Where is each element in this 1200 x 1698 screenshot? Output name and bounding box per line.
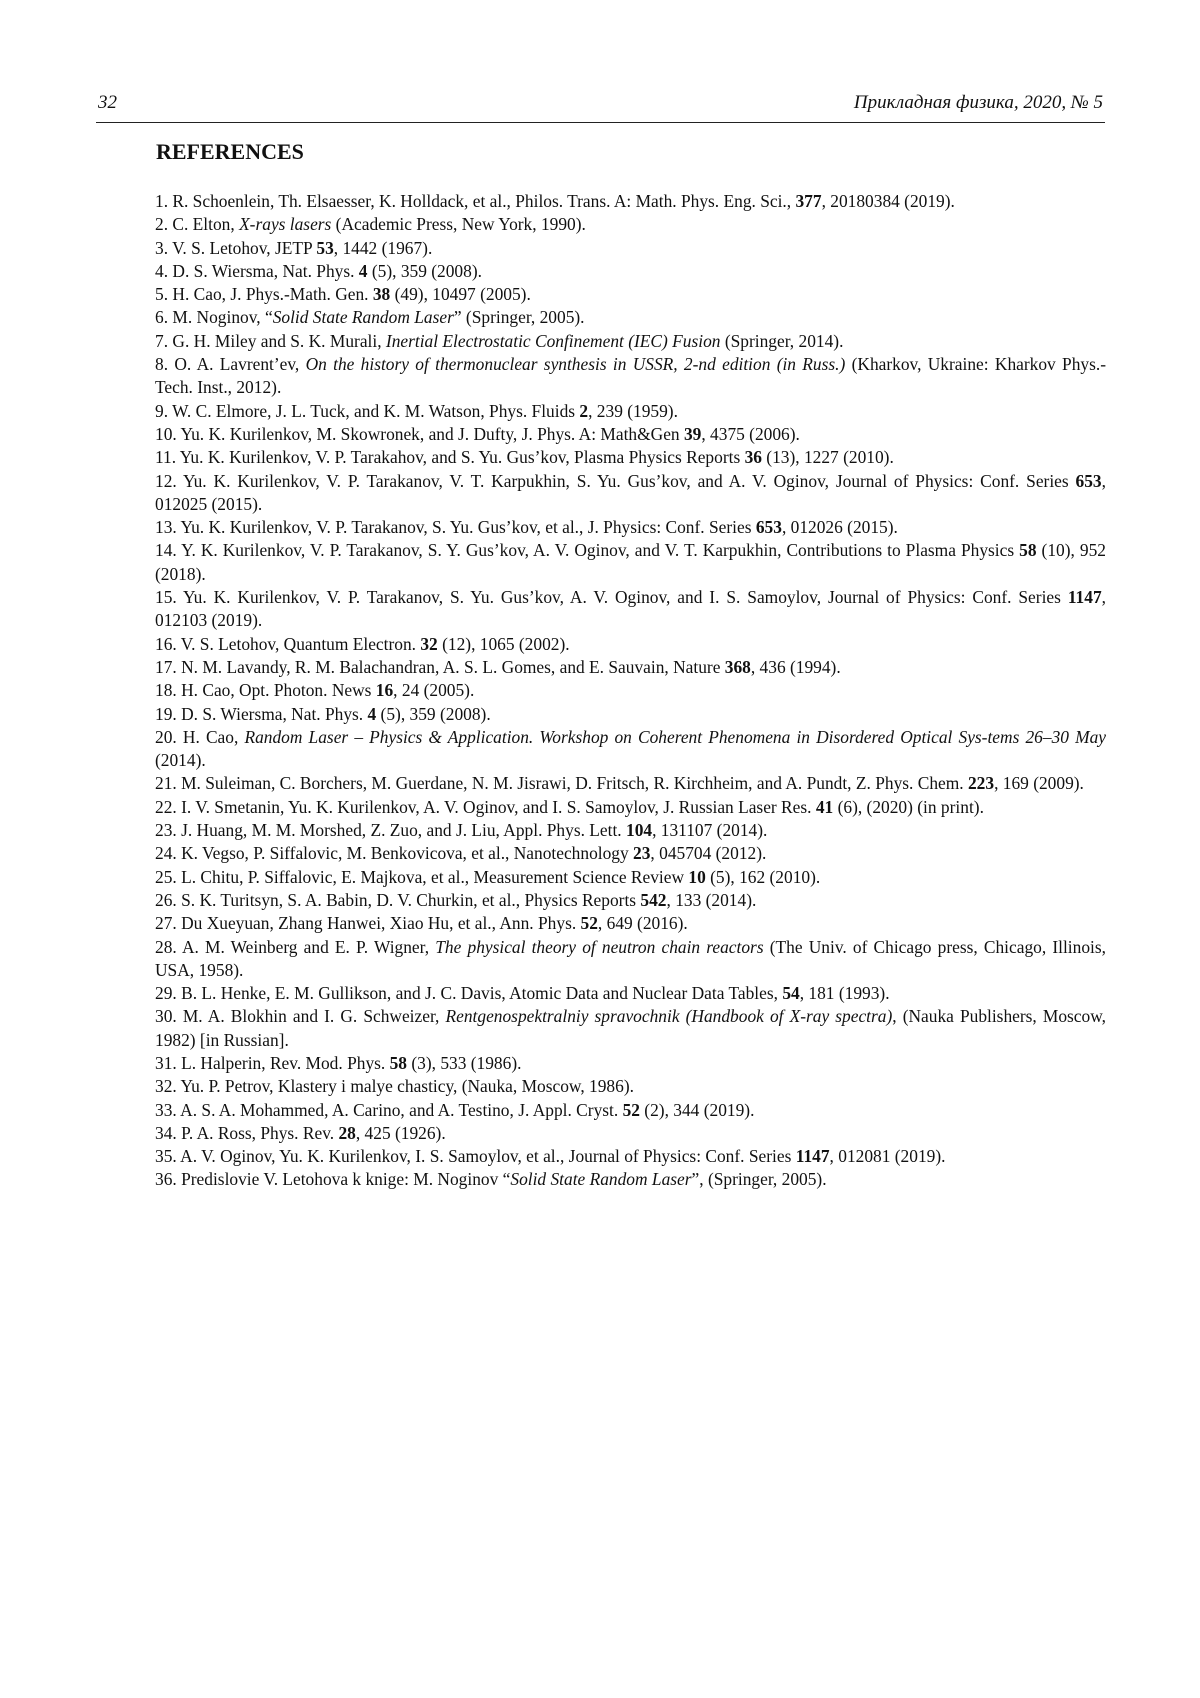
reference-text: V. S. Letohov, JETP [172,238,316,258]
reference-item [155,726,1106,773]
reference-text: (Kharkov, Ukraine: Kharkov Phys.-Tech. Inst., 2012). [155,354,1106,397]
reference-text: Yu. K. Kurilenkov, M. Skowronek, and J. Dufty, J. Phys. A: Math&Gen [180,424,684,444]
reference-item [155,400,1106,423]
reference-item [155,539,1106,586]
reference-text: , 181 (1993). [800,983,890,1003]
reference-number: 29. [155,983,181,1003]
reference-text: (6), (2020) (in print). [833,797,984,817]
reference-number: 10. [155,424,180,444]
reference-text: , 012026 (2015). [782,517,898,537]
reference-text: H. Cao, J. Phys.-Math. Gen. [172,284,372,304]
reference-volume: 10 [688,867,705,887]
journal-citation: Прикладная физика, 2020, № 5 [854,92,1103,114]
reference-item [155,679,1106,702]
reference-volume: 223 [968,773,994,793]
reference-item [155,1168,1106,1191]
reference-number: 11. [155,447,180,467]
reference-volume: 1147 [1068,587,1102,607]
reference-volume: 104 [626,820,652,840]
reference-item [155,1052,1106,1075]
reference-text: , 169 (2009). [994,773,1084,793]
reference-item [155,819,1106,842]
reference-list [155,190,1106,1192]
reference-number: 24. [155,843,181,863]
reference-text: (2014). [155,750,206,770]
reference-number: 12. [155,471,183,491]
reference-volume: 377 [795,191,821,211]
reference-number: 23. [155,820,181,840]
reference-item [155,470,1106,517]
reference-item [155,912,1106,935]
reference-volume: 28 [338,1123,355,1143]
reference-title: The physical theory of neutron chain reactors [435,937,763,957]
reference-text: V. S. Letohov, Quantum Electron. [181,634,421,654]
reference-text: , 20180384 (2019). [822,191,955,211]
reference-number: 16. [155,634,181,654]
reference-text: Yu. K. Kurilenkov, V. P. Tarakahov, and S. Yu. Gus’kov, Plasma Physics Reports [180,447,745,467]
reference-number: 21. [155,773,181,793]
reference-text: B. L. Henke, E. M. Gullikson, and J. C. Davis, Atomic Data and Nuclear Data Tables, [181,983,782,1003]
reference-item [155,446,1106,469]
reference-text: , 649 (2016). [598,913,688,933]
reference-text: , 012081 (2019). [830,1146,946,1166]
reference-text: (5), 359 (2008). [368,261,482,281]
reference-text: M. A. Blokhin and I. G. Schweizer, [183,1006,446,1026]
reference-item [155,1075,1106,1098]
reference-item [155,1145,1106,1168]
reference-text: (Academic Press, New York, 1990). [331,214,586,234]
reference-volume: 16 [376,680,393,700]
reference-text: (5), 359 (2008). [376,704,490,724]
reference-text: ”, (Springer, 2005). [692,1169,827,1189]
reference-volume: 54 [782,983,799,1003]
reference-number: 26. [155,890,181,910]
reference-volume: 52 [623,1100,640,1120]
reference-text: I. V. Smetanin, Yu. K. Kurilenkov, A. V. Oginov, and I. S. Samoylov, J. Russian Laser Res. [181,797,816,817]
reference-item [155,842,1106,865]
page-number: 32 [98,92,117,114]
reference-text: M. Noginov, “ [172,307,272,327]
reference-volume: 41 [816,797,833,817]
reference-item [155,866,1106,889]
reference-text: (12), 1065 (2002). [438,634,570,654]
reference-title: Solid State Random Laser [510,1169,691,1189]
reference-item [155,353,1106,400]
reference-volume: 23 [633,843,650,863]
reference-volume: 32 [420,634,437,654]
reference-number: 13. [155,517,180,537]
reference-volume: 542 [640,890,666,910]
reference-item [155,936,1106,983]
reference-number: 36. [155,1169,181,1189]
reference-number: 15. [155,587,183,607]
reference-number: 17. [155,657,181,677]
reference-item [155,260,1106,283]
reference-text: ” (Springer, 2005). [454,307,585,327]
reference-number: 32. [155,1076,180,1096]
reference-volume: 1147 [796,1146,830,1166]
reference-number: 5. [155,284,172,304]
reference-text: D. S. Wiersma, Nat. Phys. [181,704,367,724]
reference-item [155,213,1106,236]
reference-volume: 58 [390,1053,407,1073]
reference-item [155,283,1106,306]
reference-volume: 2 [579,401,588,421]
reference-number: 33. [155,1100,180,1120]
reference-text: Yu. K. Kurilenkov, V. P. Tarakanov, S. Yu. Gus’kov, A. V. Oginov, and I. S. Samoylov, Journal of Physics: Conf. Series [183,587,1068,607]
reference-item [155,1005,1106,1052]
reference-text: Du Xueyuan, Zhang Hanwei, Xiao Hu, et al., Ann. Phys. [181,913,580,933]
reference-text: , 4375 (2006). [701,424,800,444]
reference-text: N. M. Lavandy, R. M. Balachandran, A. S. L. Gomes, and E. Sauvain, Nature [181,657,725,677]
reference-text: S. K. Turitsyn, S. A. Babin, D. V. Churkin, et al., Physics Reports [181,890,640,910]
reference-number: 34. [155,1123,181,1143]
reference-number: 18. [155,680,181,700]
reference-item [155,982,1106,1005]
reference-volume: 368 [725,657,751,677]
reference-text: , 045704 (2012). [650,843,766,863]
reference-number: 28. [155,937,182,957]
reference-text: (The Univ. of Chicago press, Chicago, Illinois, USA, 1958). [155,937,1106,980]
reference-item [155,656,1106,679]
reference-item [155,772,1106,795]
reference-number: 25. [155,867,181,887]
reference-text: Yu. K. Kurilenkov, V. P. Tarakanov, V. T. Karpukhin, S. Yu. Gus’kov, and A. V. Oginov, Journal of Physics: Conf. Series [183,471,1076,491]
reference-item [155,703,1106,726]
reference-title: Rentgenospektralniy spravochnik (Handbook of X-ray spectra) [446,1006,893,1026]
reference-text: (49), 10497 (2005). [390,284,531,304]
reference-volume: 653 [756,517,782,537]
reference-number: 6. [155,307,172,327]
reference-text: Predislovie V. Letohova k knige: M. Noginov “ [181,1169,510,1189]
reference-title: Random Laser – Physics & Application. Workshop on Coherent Phenomena in Disordered Optical Sys-tems 26–30 May [244,727,1106,747]
reference-text: A. S. A. Mohammed, A. Carino, and A. Testino, J. Appl. Cryst. [180,1100,622,1120]
reference-volume: 4 [359,261,368,281]
reference-text: , 239 (1959). [588,401,678,421]
reference-text: , 24 (2005). [393,680,474,700]
reference-number: 20. [155,727,183,747]
reference-volume: 4 [368,704,377,724]
reference-text: O. A. Lavrent’ev, [174,354,305,374]
reference-text: (3), 533 (1986). [407,1053,521,1073]
reference-number: 8. [155,354,174,374]
reference-text: L. Halperin, Rev. Mod. Phys. [181,1053,390,1073]
reference-text: J. Huang, M. M. Morshed, Z. Zuo, and J. Liu, Appl. Phys. Lett. [181,820,626,840]
reference-text: D. S. Wiersma, Nat. Phys. [172,261,358,281]
reference-text: C. Elton, [172,214,239,234]
reference-text: (Springer, 2014). [720,331,843,351]
reference-number: 31. [155,1053,181,1073]
reference-text: , 012103 (2019). [155,587,1106,630]
reference-text: (13), 1227 (2010). [762,447,894,467]
reference-item [155,796,1106,819]
reference-text: (2), 344 (2019). [640,1100,754,1120]
reference-item [155,586,1106,633]
reference-number: 2. [155,214,172,234]
reference-text: A. M. Weinberg and E. P. Wigner, [182,937,435,957]
reference-text: P. A. Ross, Phys. Rev. [181,1123,338,1143]
reference-title: X-rays lasers [239,214,331,234]
reference-item [155,423,1106,446]
reference-text: , 012025 (2015). [155,471,1106,514]
reference-text: , 131107 (2014). [652,820,767,840]
reference-text: R. Schoenlein, Th. Elsaesser, K. Holldack, et al., Philos. Trans. A: Math. Phys. Eng. Sci., [172,191,795,211]
reference-volume: 58 [1019,540,1036,560]
reference-number: 35. [155,1146,180,1166]
reference-text: (5), 162 (2010). [706,867,820,887]
reference-text: M. Suleiman, C. Borchers, M. Guerdane, N. M. Jisrawi, D. Fritsch, R. Kirchheim, and A. Pundt, Z. Phys. Chem. [181,773,968,793]
reference-number: 9. [155,401,172,421]
reference-item [155,237,1106,260]
reference-number: 30. [155,1006,183,1026]
reference-text: , 133 (2014). [667,890,757,910]
reference-number: 19. [155,704,181,724]
references-heading: REFERENCES [156,139,304,165]
reference-text: , 425 (1926). [356,1123,446,1143]
reference-volume: 53 [316,238,333,258]
running-header [96,92,1105,123]
reference-title: Solid State Random Laser [273,307,454,327]
reference-item [155,190,1106,213]
reference-text: , 436 (1994). [751,657,841,677]
reference-text: , 1442 (1967). [334,238,433,258]
reference-text: Yu. K. Kurilenkov, V. P. Tarakanov, S. Yu. Gus’kov, et al., J. Physics: Conf. Series [180,517,755,537]
reference-item [155,889,1106,912]
reference-text: H. Cao, Opt. Photon. News [181,680,376,700]
reference-number: 3. [155,238,172,258]
reference-volume: 38 [373,284,390,304]
reference-text: , (Nauka Publishers, Moscow, 1982) [in Russian]. [155,1006,1106,1049]
reference-item [155,306,1106,329]
reference-volume: 39 [684,424,701,444]
reference-text: (10), 952 (2018). [155,540,1106,583]
reference-number: 14. [155,540,181,560]
reference-volume: 52 [581,913,598,933]
reference-number: 27. [155,913,181,933]
reference-number: 4. [155,261,172,281]
reference-text: K. Vegso, P. Siffalovic, M. Benkovicova, et al., Nanotechnology [181,843,633,863]
reference-item [155,1122,1106,1145]
reference-text: G. H. Miley and S. K. Murali, [172,331,386,351]
reference-title: Inertial Electrostatic Confinement (IEC) Fusion [386,331,721,351]
reference-volume: 36 [745,447,762,467]
reference-number: 1. [155,191,172,211]
reference-item [155,633,1106,656]
reference-item [155,516,1106,539]
reference-number: 22. [155,797,181,817]
reference-text: A. V. Oginov, Yu. K. Kurilenkov, I. S. Samoylov, et al., Journal of Physics: Conf. Series [180,1146,796,1166]
reference-text: L. Chitu, P. Siffalovic, E. Majkova, et al., Measurement Science Review [181,867,688,887]
reference-item [155,330,1106,353]
reference-text: Y. K. Kurilenkov, V. P. Tarakanov, S. Y. Gus’kov, A. V. Oginov, and V. T. Karpukhin, Contributions to Plasma Physics [181,540,1019,560]
reference-number: 7. [155,331,172,351]
reference-volume: 653 [1076,471,1102,491]
reference-text: W. C. Elmore, J. L. Tuck, and K. M. Watson, Phys. Fluids [172,401,579,421]
reference-text: Yu. P. Petrov, Klastery i malye chasticy, (Nauka, Moscow, 1986). [180,1076,634,1096]
reference-text: H. Cao, [183,727,245,747]
reference-item [155,1099,1106,1122]
reference-title: On the history of thermonuclear synthesis in USSR, 2-nd edition (in Russ.) [306,354,846,374]
